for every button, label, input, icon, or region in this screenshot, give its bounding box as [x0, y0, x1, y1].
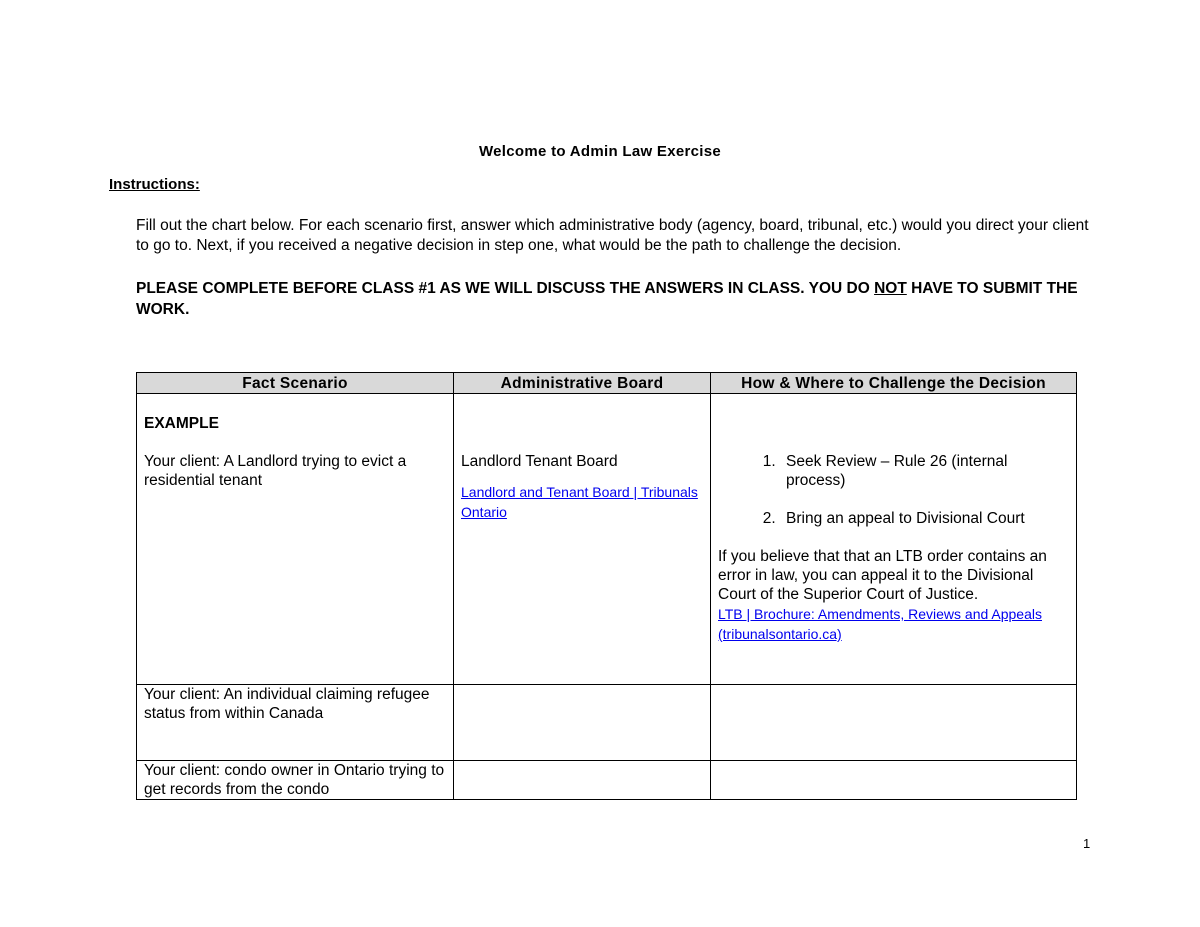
challenge-answer-cell[interactable]: [711, 685, 1077, 761]
example-label: EXAMPLE: [144, 415, 219, 432]
warning-part2: HAVE TO SUBMIT THE WORK.: [136, 280, 1078, 318]
header-administrative-board: Administrative Board: [454, 373, 711, 394]
challenge-step: 1. Seek Review – Rule 26 (internal process): [780, 452, 1069, 490]
example-board-cell: [454, 394, 711, 685]
challenge-steps: [718, 452, 1069, 528]
challenge-answer-cell[interactable]: [711, 761, 1077, 800]
board-answer-cell[interactable]: [454, 685, 711, 761]
header-challenge: How & Where to Challenge the Decision: [711, 373, 1077, 394]
scenario-cell: Your client: condo owner in Ontario trying to get records from the condo: [137, 761, 454, 800]
example-scenario: Your client: A Landlord trying to evict a residential tenant: [144, 453, 407, 489]
instructions-heading: Instructions:: [109, 176, 200, 193]
table-row: [137, 761, 1077, 800]
scenario-cell: Your client: An individual claiming refugee status from within Canada: [137, 685, 454, 761]
header-fact-scenario: Fact Scenario: [137, 373, 454, 394]
table-row: [137, 685, 1077, 761]
brochure-link[interactable]: LTB | Brochure: Amendments, Reviews and Appeals (tribunalsontario.ca): [718, 606, 1042, 642]
page-number: 1: [1083, 836, 1091, 851]
challenge-step: 2. Bring an appeal to Divisional Court: [780, 509, 1069, 528]
instructions-paragraph: Fill out the chart below. For each scenario first, answer which administrative body (agency, board, tribunal, etc.) would you direct your client to go to. Next, if you received a negative decision in step one, what would be the path to challenge the decision.: [136, 217, 1089, 254]
completion-warning: [136, 278, 1096, 320]
board-answer-cell[interactable]: [454, 761, 711, 800]
challenge-explanation: If you believe that that an LTB order contains an error in law, you can appeal it to the Divisional Court of the Superior Court of Justice.: [718, 548, 1047, 603]
warning-not: NOT: [874, 280, 907, 297]
example-scenario-cell: [137, 394, 454, 685]
board-link[interactable]: Landlord and Tenant Board | Tribunals Ontario: [461, 484, 698, 520]
example-row: [137, 394, 1077, 685]
warning-part1: PLEASE COMPLETE BEFORE CLASS #1 AS WE WILL DISCUSS THE ANSWERS IN CLASS. YOU DO: [136, 280, 875, 297]
document-title: Welcome to Admin Law Exercise: [478, 143, 722, 160]
exercise-table: [136, 372, 1077, 800]
example-board: Landlord Tenant Board: [461, 453, 618, 470]
example-challenge-cell: [711, 394, 1077, 685]
table-header-row: [137, 373, 1077, 394]
